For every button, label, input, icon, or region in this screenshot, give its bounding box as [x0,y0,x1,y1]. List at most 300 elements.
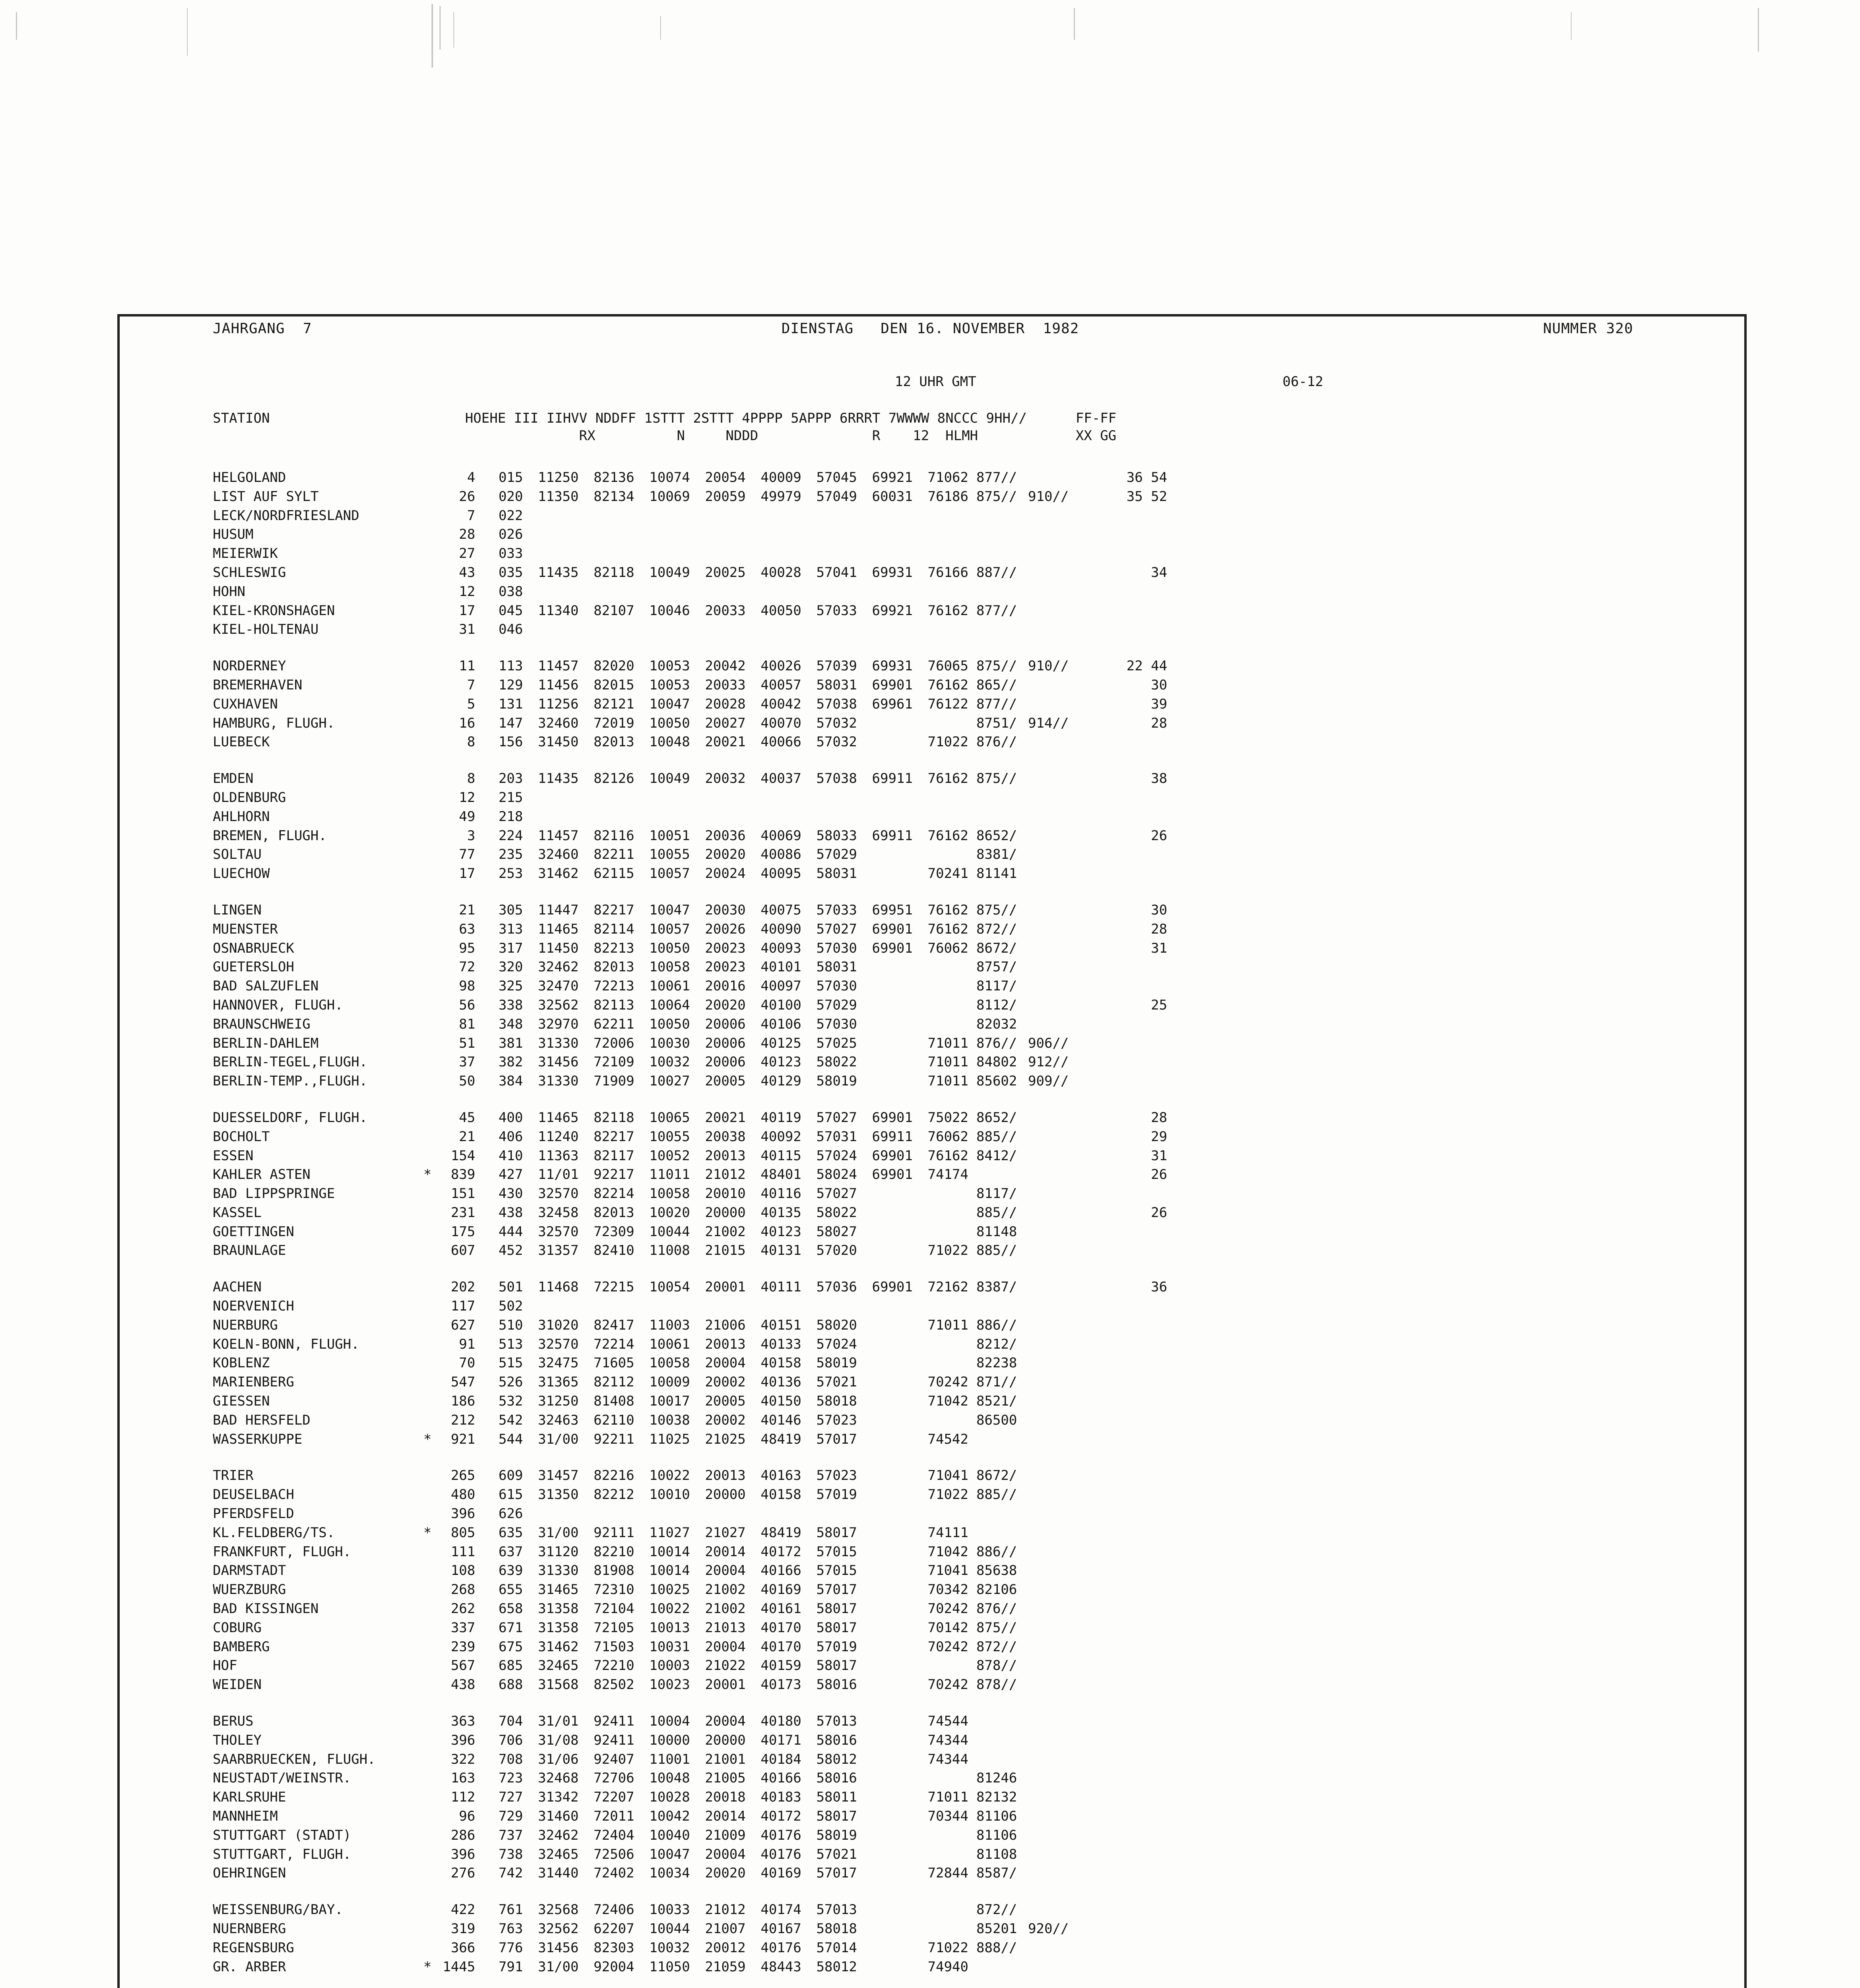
group-1sttt: 10023 [649,1677,690,1693]
station-name: NEUSTADT/WEINSTR. [213,1770,351,1786]
group-ihvv: 31/00 [538,1431,579,1447]
group-9hh [1028,1505,1076,1524]
mountain-marker [420,1731,435,1750]
wind-ff: 30 [1151,902,1167,918]
wind-ff [1076,1561,1167,1580]
group-9hh [1028,958,1076,977]
group-5appp [801,582,857,602]
station-name: SCHLESWIG [213,564,286,580]
station-index: 113 [498,658,523,674]
wind-ff: 36 54 [1126,470,1167,485]
station-name: BAMBERG [213,1639,270,1655]
group-ihvv: 32468 [538,1770,579,1786]
group-8nccc: 81106 [976,1827,1017,1843]
station-name: BERLIN-TEGEL,FLUGH. [213,1054,367,1070]
station-name: GOETTINGEN [213,1223,294,1240]
station-name: BERLIN-DAHLEM [213,1035,319,1051]
group-7wwww: 76162 [927,827,968,844]
group-4pppp: 49979 [760,488,801,505]
group-7wwww: 71041 [927,1563,968,1579]
mountain-marker [420,1053,435,1072]
group-nddff: 82118 [593,1109,634,1126]
group-ihvv: 32462 [538,1827,579,1843]
group-1sttt: 10065 [649,1109,690,1126]
group-2sttt [690,808,746,827]
group-2sttt: 20023 [705,959,746,975]
group-nddff: 71503 [593,1639,634,1655]
mountain-marker: * [423,1167,432,1183]
group-4pppp: 48419 [760,1524,801,1541]
group-nddff: 62207 [593,1920,634,1937]
station-name: AACHEN [213,1279,262,1295]
height: 286 [451,1827,475,1843]
group-ihvv [523,1297,579,1316]
group-1sttt: 10061 [649,1336,690,1352]
table-row [213,1864,1684,1883]
table-row [213,1109,1684,1128]
group-5appp: 58017 [816,1619,857,1636]
wind-ff: 36 [1151,1279,1167,1295]
mountain-marker [420,1335,435,1354]
group-6rrrt: 69901 [872,940,913,956]
group-9hh [1028,864,1076,883]
group-2sttt [690,507,746,526]
group-7wwww: 72162 [927,1279,968,1295]
group-nddff: 92111 [593,1524,634,1541]
group-5appp [801,544,857,563]
group-1sttt: 10032 [649,1054,690,1070]
group-8nccc: 8672/ [976,940,1017,956]
group-5appp: 57030 [816,978,857,994]
wind-ff: 35 52 [1126,488,1167,505]
group-ihvv: 32570 [538,1223,579,1240]
group-1sttt: 10064 [649,997,690,1013]
height: 7 [467,507,475,524]
group-2sttt: 20010 [705,1186,746,1202]
group-9hh [1028,1128,1076,1147]
group-7wwww: 71022 [927,1242,968,1259]
group-4pppp: 40009 [760,470,801,485]
table-row [213,827,1684,846]
mountain-marker [420,1278,435,1297]
height: 262 [451,1601,475,1617]
station-name: GUETERSLOH [213,959,294,975]
group-5appp [801,788,857,808]
group-7wwww: 76186 [927,488,968,505]
height: 163 [451,1770,475,1786]
group-ihvv: 11450 [538,940,579,956]
group-4pppp: 40146 [760,1412,801,1428]
group-4pppp: 40116 [760,1186,801,1202]
station-index: 038 [498,583,523,600]
group-7wwww [913,1845,968,1864]
table-row [213,1845,1684,1864]
group-5appp: 57021 [816,1846,857,1862]
group-5appp: 57039 [816,658,857,674]
table-row [213,1241,1684,1260]
group-4pppp: 40090 [760,921,801,937]
station-index: 776 [498,1939,523,1956]
wind-ff [1076,1731,1167,1750]
wind-ff [1076,620,1167,639]
station-index: 235 [498,846,523,863]
group-ihvv: 31/01 [538,1713,579,1730]
height: 151 [451,1186,475,1202]
group-1sttt: 10074 [649,470,690,485]
group-1sttt: 10014 [649,1543,690,1560]
station-name: STUTTGART, FLUGH. [213,1846,351,1862]
table-row [213,1147,1684,1166]
group-8nccc: 875// [976,902,1017,918]
group-4pppp: 40086 [760,846,801,863]
mountain-marker [420,525,435,544]
mountain-marker [420,1316,435,1335]
table-row [213,996,1684,1015]
group-ihvv: 11/01 [538,1167,579,1183]
station-index: 635 [498,1524,523,1541]
station-table [213,468,1684,1988]
group-7wwww: 76162 [927,677,968,693]
group-6rrrt [857,1939,913,1958]
wind-ff: 31 [1151,940,1167,956]
group-4pppp: 40050 [760,602,801,619]
group-1sttt: 10046 [649,602,690,619]
group-9hh [1028,1939,1076,1958]
station-name: TRIER [213,1468,254,1484]
mountain-marker [420,1864,435,1883]
station-index: 532 [498,1393,523,1409]
station-name: LINGEN [213,902,262,918]
group-8nccc [968,1165,1028,1184]
wind-ff [1076,1015,1167,1034]
height: 11 [459,658,475,674]
height: 31 [459,621,475,638]
height: 839 [451,1167,475,1183]
height: 37 [459,1054,475,1070]
station-index: 704 [498,1713,523,1730]
group-6rrrt [857,1223,913,1242]
table-row [213,1543,1684,1562]
height: 27 [459,546,475,562]
mountain-marker [420,1845,435,1864]
group-1sttt: 10069 [649,488,690,505]
station-index: 348 [498,1016,523,1032]
group-nddff: 81908 [593,1563,634,1579]
group-8nccc [968,1524,1028,1543]
group-2sttt: 20013 [705,1147,746,1164]
group-ihvv: 31365 [538,1374,579,1390]
group-6rrrt [857,1638,913,1657]
group-8nccc: 86500 [976,1412,1017,1428]
station-name: KOBLENZ [213,1355,270,1371]
table-row [213,1505,1684,1524]
group-nddff: 82214 [593,1186,634,1202]
group-ihvv: 31350 [538,1487,579,1503]
group-2sttt: 20005 [705,1073,746,1089]
wind-ff [1076,1750,1167,1769]
wind-ff [1076,1223,1167,1242]
group-8nccc: 872// [976,1639,1017,1655]
group-ihvv: 31357 [538,1242,579,1259]
station-name: OSNABRUECK [213,940,294,956]
group-1sttt: 11027 [649,1524,690,1541]
group-4pppp [746,1505,801,1524]
station-group [213,1466,1684,1695]
group-2sttt [690,525,746,544]
wind-ff: 39 [1151,696,1167,712]
group-9hh [1028,1485,1076,1505]
table-row [213,958,1684,977]
height: 26 [459,488,475,505]
mountain-marker [420,1223,435,1242]
group-5appp: 58016 [816,1732,857,1748]
group-ihvv: 11250 [538,470,579,485]
table-row [213,544,1684,563]
station-index: 438 [498,1204,523,1221]
group-1sttt: 11050 [649,1959,690,1975]
group-4pppp: 40184 [760,1751,801,1767]
group-8nccc: 887// [976,564,1017,580]
table-row [213,1430,1684,1449]
station-name: BAD HERSFELD [213,1412,311,1428]
group-nddff: 82116 [593,827,634,844]
table-row [213,1807,1684,1826]
group-8nccc: 885// [976,1128,1017,1145]
station-index: 761 [498,1902,523,1918]
group-nddff [579,1297,634,1316]
group-2sttt: 20042 [705,658,746,674]
group-2sttt: 20006 [705,1035,746,1051]
group-6rrrt [857,1826,913,1845]
group-2sttt: 21009 [705,1827,746,1843]
table-row [213,1675,1684,1695]
group-8nccc: 81148 [976,1223,1017,1240]
group-4pppp: 40070 [760,715,801,731]
group-ihvv: 11256 [538,696,579,712]
wind-ff: 28 [1151,921,1167,937]
group-1sttt [634,507,690,526]
wind-ff [1076,1638,1167,1657]
group-5appp: 57023 [816,1412,857,1428]
group-nddff: 82217 [593,1128,634,1145]
group-9hh [1028,1656,1076,1675]
wind-ff [1076,1335,1167,1354]
group-7wwww: 74542 [927,1431,968,1447]
group-7wwww [913,1297,968,1316]
group-5appp: 57029 [816,846,857,863]
wind-ff [1076,602,1167,621]
station-name: AHLHORN [213,808,270,825]
wind-ff [1076,582,1167,602]
table-row [213,845,1684,864]
station-index: 313 [498,921,523,937]
group-6rrrt [857,845,913,864]
issue-number: NUMMER 320 [1543,320,1633,337]
group-5appp: 58022 [816,1204,857,1221]
group-7wwww [913,1015,968,1034]
group-1sttt: 10033 [649,1902,690,1918]
group-2sttt: 20000 [705,1487,746,1503]
wind-period: 06-12 [1283,374,1324,390]
station-index: 338 [498,997,523,1013]
group-4pppp: 40176 [760,1827,801,1843]
group-ihvv: 31358 [538,1619,579,1636]
height: 396 [451,1846,475,1862]
group-nddff [579,544,634,563]
group-7wwww [913,977,968,996]
height: 16 [459,715,475,731]
station-name: ESSEN [213,1147,254,1164]
group-6rrrt [857,1034,913,1053]
station-name: MUENSTER [213,921,278,937]
height: 212 [451,1412,475,1428]
group-4pppp: 40183 [760,1789,801,1806]
group-nddff: 72309 [593,1223,634,1240]
group-1sttt: 10009 [649,1374,690,1390]
station-name: OLDENBURG [213,789,286,806]
group-8nccc [968,1958,1028,1977]
station-name: LUEBECK [213,734,270,750]
group-6rrrt: 69931 [872,658,913,674]
group-2sttt: 20020 [705,846,746,863]
wind-ff: 25 [1151,997,1167,1013]
table-row [213,1316,1684,1335]
group-1sttt: 10052 [649,1147,690,1164]
group-8nccc: 8117/ [976,978,1017,994]
group-ihvv: 31330 [538,1073,579,1089]
group-7wwww: 71011 [927,1035,968,1051]
height: 363 [451,1713,475,1730]
group-2sttt [690,620,746,639]
height: 63 [459,921,475,937]
group-5appp: 58031 [816,959,857,975]
group-9hh [1028,808,1076,827]
group-9hh [1028,1335,1076,1354]
table-row [213,1958,1684,1977]
group-6rrrt [857,1543,913,1562]
group-8nccc [968,1297,1028,1316]
height: 268 [451,1582,475,1598]
group-nddff [579,1505,634,1524]
wind-ff: 26 [1151,1204,1167,1221]
group-2sttt: 20014 [705,1808,746,1824]
group-5appp: 58017 [816,1601,857,1617]
group-nddff: 72011 [593,1808,634,1824]
group-8nccc: 871// [976,1374,1017,1390]
group-ihvv: 32463 [538,1412,579,1428]
group-nddff: 72019 [593,715,634,731]
group-8nccc: 877// [976,470,1017,485]
group-1sttt [634,788,690,808]
mountain-marker: * [423,1431,432,1447]
group-5appp: 57017 [816,1582,857,1598]
mountain-marker [420,1807,435,1826]
group-6rrrt [857,1505,913,1524]
station-index: 706 [498,1732,523,1748]
height: 8 [467,734,475,750]
station-group [213,657,1684,752]
wind-ff [1076,1656,1167,1675]
group-2sttt: 21015 [705,1242,746,1259]
group-1sttt: 10055 [649,1128,690,1145]
wind-ff: 34 [1151,564,1167,580]
group-nddff: 82013 [593,1204,634,1221]
group-6rrrt: 69901 [872,1167,913,1183]
height: 70 [459,1355,475,1371]
group-nddff: 62115 [593,866,634,882]
group-5appp: 57024 [816,1336,857,1352]
group-6rrrt [857,1524,913,1543]
group-ihvv: 32562 [538,1920,579,1937]
group-ihvv: 31358 [538,1601,579,1617]
wind-ff [1076,1184,1167,1204]
group-2sttt: 20000 [705,1732,746,1748]
station-index: 658 [498,1601,523,1617]
group-ihvv: 31460 [538,1808,579,1824]
station-index: 637 [498,1543,523,1560]
table-row [213,1072,1684,1091]
mountain-marker [420,901,435,920]
station-index: 542 [498,1412,523,1428]
station-group [213,1109,1684,1260]
mountain-marker [420,1373,435,1392]
height: 95 [459,940,475,956]
group-7wwww: 71022 [927,1939,968,1956]
group-6rrrt [857,1788,913,1807]
height: 98 [459,978,475,994]
station-index: 444 [498,1223,523,1240]
table-row [213,1278,1684,1297]
wind-ff: 28 [1151,1109,1167,1126]
station-index: 035 [498,564,523,580]
mountain-marker [420,468,435,487]
table-row [213,1561,1684,1580]
group-5appp: 57017 [816,1865,857,1881]
group-9hh [1028,1712,1076,1731]
group-5appp [801,1505,857,1524]
group-9hh [1028,602,1076,621]
height: 17 [459,602,475,619]
wind-ff [1076,1600,1167,1619]
group-nddff: 62110 [593,1412,634,1428]
wind-ff: 30 [1151,677,1167,693]
group-8nccc: 876// [976,1601,1017,1617]
group-ihvv: 31120 [538,1543,579,1560]
group-1sttt: 10058 [649,959,690,975]
group-nddff: 72506 [593,1846,634,1862]
group-8nccc: 84802 [976,1054,1017,1070]
group-8nccc [968,1750,1028,1769]
station-name: KL.FELDBERG/TS. [213,1524,335,1541]
group-ihvv: 31462 [538,866,579,882]
group-8nccc: 85638 [976,1563,1017,1579]
group-5appp: 57030 [816,940,857,956]
group-9hh [1028,1638,1076,1657]
station-name: BREMERHAVEN [213,677,303,693]
group-nddff: 82113 [593,997,634,1013]
group-ihvv: 11435 [538,771,579,787]
height: 72 [459,959,475,975]
group-1sttt: 10049 [649,771,690,787]
group-8nccc [968,1505,1028,1524]
group-nddff: 82112 [593,1374,634,1390]
group-4pppp [746,582,801,602]
group-7wwww [913,620,968,639]
group-9hh [1028,1204,1076,1223]
station-name: WEIDEN [213,1677,262,1693]
wind-ff [1076,1901,1167,1920]
height: 12 [459,789,475,806]
